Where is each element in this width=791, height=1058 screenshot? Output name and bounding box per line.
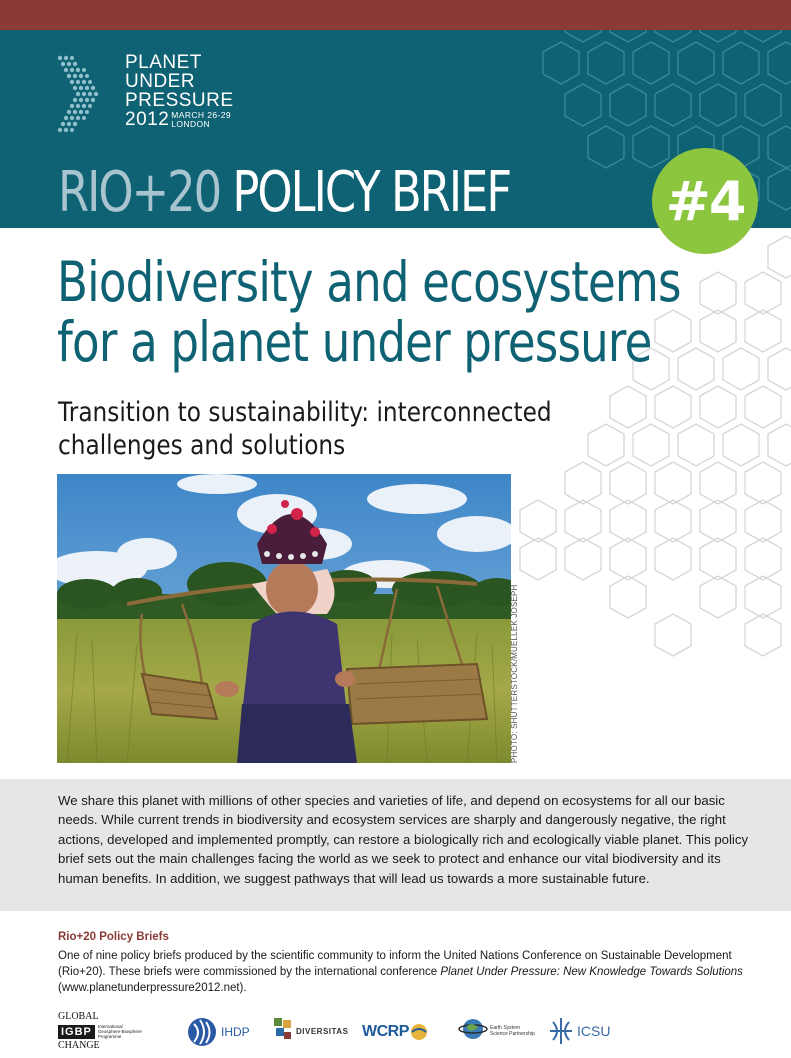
- briefs-heading: Rio+20 Policy Briefs: [58, 931, 169, 943]
- summary-text: We share this planet with millions of other species and varieties of life, and depend on ecosystems for all our basic needs. While current trends in biodiversity and ecosystem services are sharply and dangerously negative, the right actions, developed and implemented promptly, can restore a biologically rich and ecologically viable planet. This policy brief sets out the main challenges facing the world as we seek to protect and enhance our vital biodiversity and its human benefits. In addition, we suggest pathways that will lead us towards a more sustainable future.: [58, 793, 749, 886]
- diversitas-logo: [272, 1016, 348, 1046]
- top-bar: [0, 0, 791, 30]
- igbp-logo: [58, 1012, 168, 1056]
- igbp-side-line-2: Geosphere-Biosphere: [97, 1029, 142, 1034]
- photo-credit: PHOTO: SHUTTERSTOCK/MUELLEK JOSEPH: [510, 584, 519, 763]
- essp-label-line-2: Science Partnership: [490, 1031, 535, 1037]
- policy-brief-title: [58, 158, 510, 228]
- wordmark-dates: MARCH 26-29: [171, 110, 231, 120]
- subtitle-line-1: Transition to sustainability: interconnected: [58, 397, 552, 428]
- igbp-global-text: GLOBAL: [58, 1011, 99, 1022]
- wordmark-line-2: UNDER: [125, 71, 196, 92]
- essp-logo: [458, 1016, 535, 1046]
- briefs-conference-name: Planet Under Pressure: New Knowledge Towards Solutions: [440, 966, 743, 978]
- wordmark-line-3: PRESSURE: [125, 90, 234, 111]
- igbp-acronym: IGBP: [58, 1025, 95, 1039]
- diversitas-leaf-icon: [272, 1016, 294, 1046]
- main-title-line-1: Biodiversity and ecosystems: [57, 250, 681, 314]
- brief-number-badge: #4: [652, 148, 758, 254]
- policy-brief-label: POLICY BRIEF: [232, 160, 511, 225]
- wcrp-globe-icon: [409, 1022, 429, 1042]
- planet-under-pressure-wordmark: [125, 53, 234, 129]
- policy-brief-prefix: RIO+20: [58, 160, 221, 225]
- ihdp-logo: [186, 1016, 250, 1048]
- wcrp-label: WCRP: [362, 1023, 409, 1040]
- subtitle: [58, 396, 552, 462]
- igbp-side-line-1: International: [97, 1024, 123, 1029]
- wcrp-logo: [362, 1022, 429, 1042]
- wordmark-year: 2012: [125, 109, 170, 130]
- main-title: [57, 252, 681, 372]
- icsu-logo: [548, 1016, 610, 1046]
- ihdp-globe-icon: [186, 1016, 218, 1048]
- subtitle-line-2: challenges and solutions: [58, 430, 346, 461]
- essp-label-line-1: Earth System: [490, 1025, 521, 1031]
- igbp-side-line-3: Programme: [97, 1034, 122, 1039]
- essp-globe-icon: [458, 1016, 488, 1046]
- icsu-label: ICSU: [577, 1023, 611, 1039]
- partner-logos: [0, 1008, 791, 1058]
- main-title-line-2: for a planet under pressure: [57, 310, 652, 374]
- igbp-change-text: CHANGE: [58, 1040, 100, 1051]
- planet-under-pressure-logo-icon: [56, 54, 106, 136]
- wordmark-line-1: PLANET: [125, 52, 202, 73]
- wordmark-location: LONDON: [171, 119, 211, 129]
- diversitas-label: DIVERSITAS: [296, 1026, 349, 1036]
- icsu-emblem-icon: [548, 1016, 574, 1046]
- briefs-text-start: One of nine policy briefs produced by the scientific community to inform the United Nations Conference on Sustainable Development (Rio+20). These briefs were commissioned by the international conference: [58, 950, 732, 978]
- cover-photo: [57, 474, 511, 763]
- ihdp-label: IHDP: [221, 1025, 250, 1039]
- briefs-text-end: (www.planetunderpressure2012.net).: [58, 982, 247, 994]
- briefs-description: [58, 948, 758, 996]
